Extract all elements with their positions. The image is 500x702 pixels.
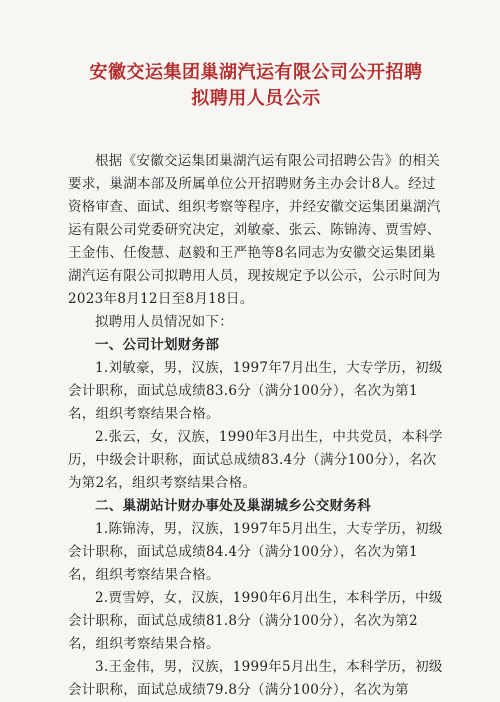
title-line-1: 安徽交运集团巢湖汽运有限公司公开招聘 xyxy=(89,62,423,83)
entry-1-1: 1.刘敏豪，男，汉族，1997年7月出生，大专学历，初级会计职称，面试总成绩83.6分（满分100分），名次为第1名，组织考察结果合格。 xyxy=(68,360,443,422)
entry-2-2: 2.贾雪婷，女，汉族，1990年6月出生，本科学历，中级会计职称，面试总成绩81.8分（满分100分），名次为第2名，组织考察结果合格。 xyxy=(68,590,443,652)
title-line-2: 拟聘用人员公示 xyxy=(191,88,321,109)
document-body xyxy=(68,150,444,702)
intro-paragraph: 根据《安徽交运集团巢湖汽运有限公司招聘公告》的相关要求，巢湖本部及所属单位公开招聘财务主办会计8人。经过资格审查、面试、组织考察等程序，并经安徽交运集团巢湖汽运有限公司党委研究决定，刘敏豪、张云、陈锦涛、贾雪婷、王金伟、任俊慧、赵毅和王严艳等8名同志为安徽交运集团巢湖汽运有限公司拟聘用人员，现按规定予以公示，公示时间为2023年8月12日至8月18日。 xyxy=(68,153,441,307)
list-intro: 拟聘用人员情况如下： xyxy=(95,314,233,330)
document-title xyxy=(68,60,444,112)
entry-2-3: 3.王金伟，男，汉族，1999年5月出生，本科学历，初级会计职称，面试总成绩79.8分（满分100分），名次为第 xyxy=(68,659,443,698)
entry-1-2: 2.张云，女，汉族，1990年3月出生，中共党员，本科学历，中级会计职称，面试总成绩83.4分（满分100分），名次为第2名，组织考察结果合格。 xyxy=(68,429,443,491)
section-heading-1: 一、公司计划财务部 xyxy=(95,337,220,353)
entry-2-1: 1.陈锦涛，男，汉族，1997年5月出生，大专学历，初级会计职称，面试总成绩84.4分（满分100分），名次为第1名，组织考察结果合格。 xyxy=(68,521,443,583)
section-heading-2: 二、巢湖站计财办事处及巢湖城乡公交财务科 xyxy=(95,498,371,514)
